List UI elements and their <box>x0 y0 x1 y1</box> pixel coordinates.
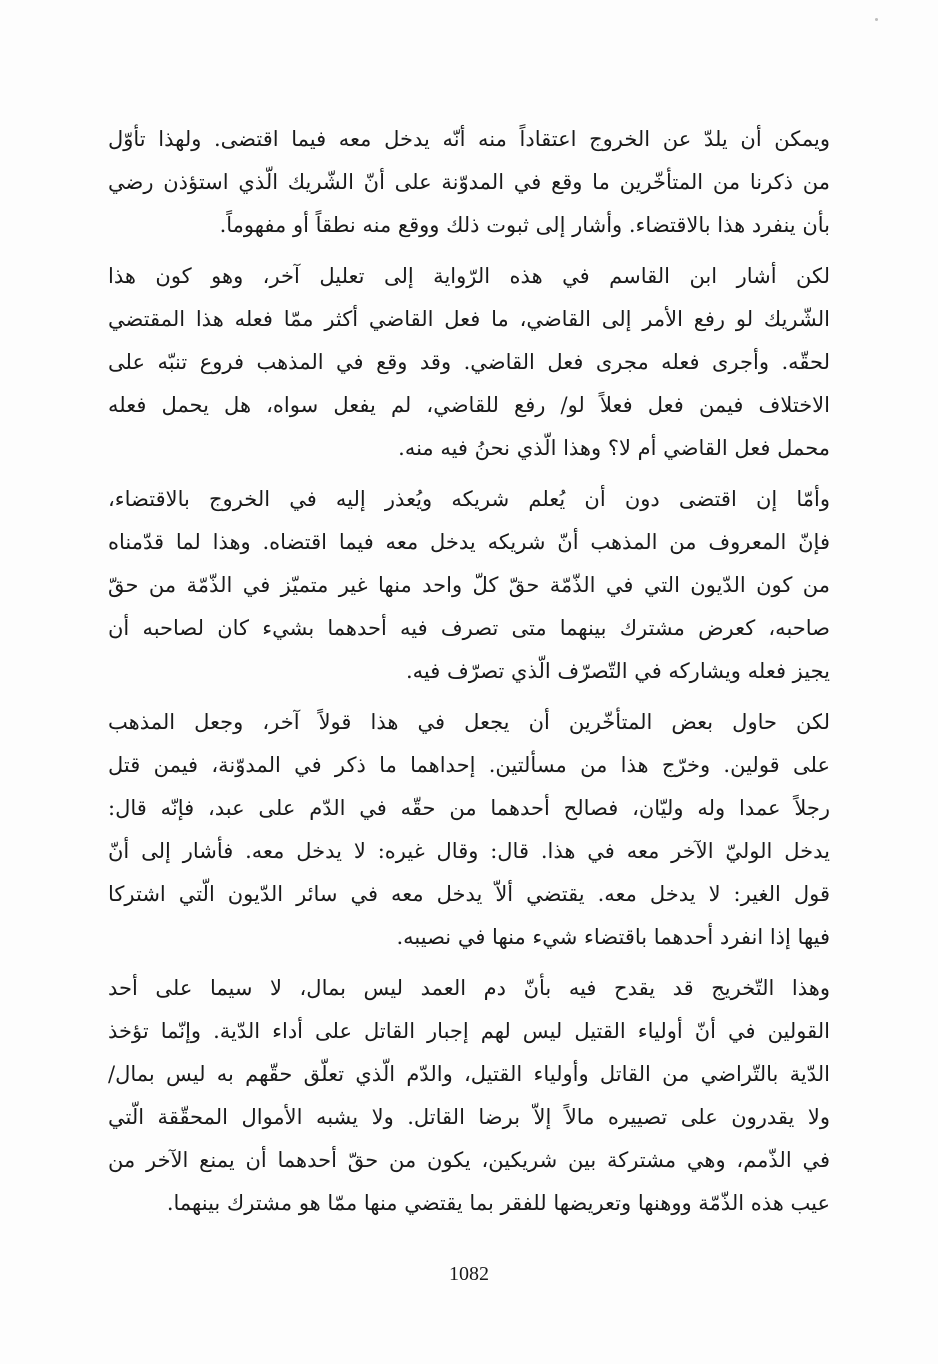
text-line: لكن حاول بعض المتأخّرين أن يجعل في هذا قولاً آخر، وجعل المذهب <box>108 710 830 734</box>
text-line: الدّية بالتّراضي من القاتل وأولياء القتيل، والدّم الّذي تعلّق حقّهم به ليس بمال/ <box>108 1062 830 1086</box>
text-line: في الذّمم، وهي مشتركة بين شريكين، يكون من حقّ أحدهما أن يمنع الآخر من <box>108 1148 830 1172</box>
body-text <box>108 118 830 1233</box>
text-line: رجلاً عمدا وله وليّان، فصالح أحدهما من حقّه في الدّم على عبد، فإنّه قال: <box>108 796 830 820</box>
text-line: القولين في أنّ أولياء القتيل ليس لهم إجبار القاتل على أداء الدّية. وإنّما تؤخذ <box>108 1019 830 1043</box>
paragraph-3 <box>108 478 830 693</box>
paragraph-2 <box>108 255 830 470</box>
text-line: ولا يقدرون على تصييره مالاً إلاّ برضا القاتل. ولا يشبه الأموال المحقّقة الّتي <box>108 1105 830 1129</box>
text-line: وهذا التّخريج قد يقدح فيه بأنّ دم العمد ليس بمال، لا سيما على أحد <box>108 976 830 1000</box>
text-line: صاحبه، كعرض مشترك بينهما متى تصرف فيه أحدهما بشيء كان لصاحبه أن <box>108 616 830 640</box>
text-line: الشّريك لو رفع الأمر إلى القاضي، ما فعل القاضي أكثر ممّا فعله هذا المقتضي <box>108 307 830 331</box>
text-line: لحقّه. وأجرى فعله مجرى فعل القاضي. وقد وقع في المذهب فروع تنبّه على <box>108 350 830 374</box>
page-number: 1082 <box>449 1263 489 1285</box>
text-line: من كون الدّيون التي في الذّمّة حقّ كلّ واحد منها غير متميّز في الذّمّة من حقّ <box>108 573 830 597</box>
text-line: ويمكن أن يلدّ عن الخروج اعتقاداً منه أنّه يدخل معه فيما اقتضى. ولهذا تأوّل <box>108 127 830 151</box>
paragraph-5 <box>108 967 830 1225</box>
text-line: فيها إذا انفرد أحدهما باقتضاء شيء منها في نصيبه. <box>396 925 830 949</box>
text-line: لكن أشار ابن القاسم في هذه الرّواية إلى تعليل آخر، وهو كون هذا <box>108 264 830 288</box>
paragraph-4 <box>108 701 830 959</box>
text-line: محمل فعل القاضي أم لا؟ وهذا الّذي نحنُ فيه منه. <box>398 436 830 460</box>
text-line: فإنّ المعروف من المذهب أنّ شريكه يدخل معه فيما اقتضاه. وهذا لما قدّمناه <box>108 530 830 554</box>
text-line: من ذكرنا من المتأخّرين ما وقع في المدوّنة على أنّ الشّريك الّذي استؤذن رضي <box>108 170 830 194</box>
text-line: على قولين. وخرّج هذا من مسألتين. إحداهما ما ذكر في المدوّنة، فيمن قتل <box>108 753 830 777</box>
text-line: الاختلاف فيمن فعل فعلاً لو/ رفع للقاضي، لم يفعل سواه، هل يحمل فعله <box>108 393 830 417</box>
text-line: وأمّا إن اقتضى دون أن يُعلم شريكه ويُعذر إليه في الخروج بالاقتضاء، <box>108 487 830 511</box>
text-line: عيب هذه الذّمّة ووهنها وتعريضها للفقر بما يقتضي منها ممّا هو مشترك بينهما. <box>166 1191 830 1215</box>
text-line: قول الغير: لا يدخل معه. يقتضي ألاّ يدخل معه في سائر الدّيون الّتي اشتركا <box>108 882 830 906</box>
scan-speck <box>875 18 878 21</box>
text-line: يجيز فعله ويشاركه في التّصرّف الّذي تصرّف فيه. <box>405 659 830 683</box>
text-line: بأن ينفرد هذا بالاقتضاء. وأشار إلى ثبوت ذلك ووقع منه نطقاً أو مفهوماً. <box>219 213 830 237</box>
paragraph-1 <box>108 118 830 247</box>
text-line: يدخل الوليّ الآخر معه في هذا. قال: وقال غيره: لا يدخل معه. فأشار إلى أنّ <box>108 839 830 863</box>
